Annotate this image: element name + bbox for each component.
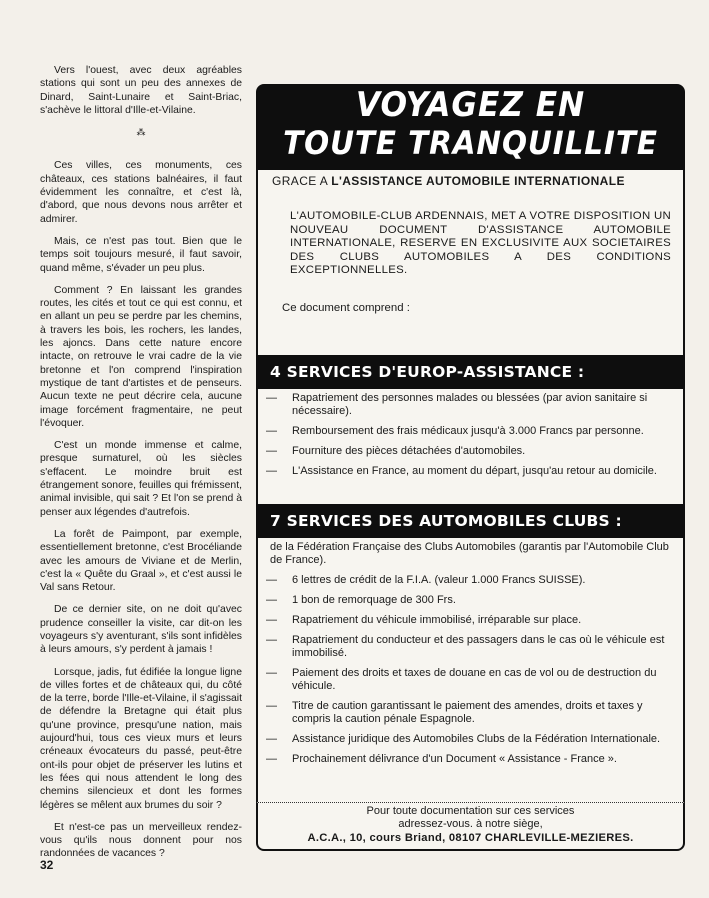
- section-1-title: 4 SERVICES D'EUROP-ASSISTANCE :: [256, 355, 685, 389]
- contact-footer: [256, 802, 685, 851]
- section-divider: ⁂: [136, 127, 146, 138]
- dash-marker: —: [266, 574, 277, 586]
- dash-marker: —: [266, 753, 277, 765]
- dash-marker: —: [266, 667, 277, 679]
- dash-marker: —: [266, 594, 277, 606]
- article-paragraph: Comment ? En laissant les grandes routes, les cités et tout ce qui est connu, et en allant un peu se perdre par les chemins, à travers les bois, les rochers, les landes, les ajoncs. Dans cette nature encore intacte, on retrouve le vrai cadre de la vie bretonne et l'on comprend l'inspiration mystique de tant d'artistes et de penseurs. Aucun texte ne peut décrire cela, aucune image forcément fragmentaire, ne peut l'évoquer.: [40, 284, 242, 429]
- ad-headline: [256, 84, 685, 170]
- list-item: — Assistance juridique des Automobiles Clubs de la Fédération Internationale.: [266, 733, 661, 745]
- footer-line-2: adressez-vous. à notre siège,: [398, 817, 543, 830]
- list-item: — Fourniture des pièces détachées d'automobiles.: [266, 445, 526, 457]
- article-paragraph: La forêt de Paimpont, par exemple, essentiellement bretonne, c'est Brocéliande avec les amours de Viviane et de Merlin, c'est la « Quête du Graal », et c'est aussi le Val sans Retour.: [40, 528, 242, 594]
- dash-marker: —: [266, 700, 277, 712]
- footer-line-1: Pour toute documentation sur ces services: [366, 805, 575, 817]
- intro-text: L'AUTOMOBILE-CLUB ARDENNAIS, MET A VOTRE DISPOSITION UN NOUVEAU DOCUMENT D'ASSISTANCE AUTOMOBILE INTERNATIONALE, RESERVE EN EXCLUSIVITE AUX SOCIETAIRES DES CLUBS AUTOMOBILES A DES CONDITIONS EXCEPTIONNELLES.: [290, 210, 671, 277]
- dash-marker: —: [266, 445, 277, 457]
- headline-line-2: TOUTE TRANQUILLITE: [283, 124, 658, 162]
- list-item: — L'Assistance en France, au moment du départ, jusqu'au retour au domicile.: [266, 465, 657, 477]
- dash-marker: —: [266, 634, 277, 646]
- intro-box: [256, 170, 685, 355]
- section-2-lead: de la Fédération Française des Clubs Automobiles (garantis par l'Automobile Club de France).: [270, 541, 669, 566]
- list-item: — Rapatriement des personnes malades ou blessées (par avion sanitaire si nécessaire).: [266, 392, 648, 417]
- subhead-bold: L'ASSISTANCE AUTOMOBILE INTERNATIONALE: [331, 174, 625, 188]
- section-2-title: 7 SERVICES DES AUTOMOBILES CLUBS :: [256, 504, 685, 538]
- headline-line-1: VOYAGEZ EN: [355, 85, 586, 125]
- dash-marker: —: [266, 733, 277, 745]
- footer-address: A.C.A., 10, cours Briand, 08107 CHARLEVILLE-MEZIERES.: [307, 832, 634, 844]
- list-item: — Titre de caution garantissant le paiement des amendes, droits et taxes y compris la caution pénale Espagnole.: [266, 700, 643, 725]
- dash-marker: —: [266, 465, 277, 477]
- list-item: — Rapatriement du véhicule immobilisé, irréparable sur place.: [266, 614, 582, 626]
- dash-marker: —: [266, 614, 277, 626]
- dash-marker: —: [266, 425, 277, 437]
- subhead-prefix: GRACE A: [272, 174, 328, 188]
- page-number: 32: [40, 858, 54, 872]
- article-paragraph: C'est un monde immense et calme, presque surnaturel, où les siècles s'effacent. Le moindre bruit est étrangement sonore, feuilles qui frémissent, animal invisible, qui sait ? Et l'on se prend à penser aux légendes d'autrefois.: [40, 440, 242, 518]
- article-paragraph: Et n'est-ce pas un merveilleux rendez-vous qu'ils nous donnent pour nos randonnées de vacances ?: [40, 821, 242, 860]
- ad-subheading: [272, 174, 671, 188]
- article-paragraph: Mais, ce n'est pas tout. Bien que le temps soit toujours mesuré, il faut savoir, quand même, s'évader un peu plus.: [40, 235, 242, 274]
- list-item: — 6 lettres de crédit de la F.I.A. (valeur 1.000 Francs SUISSE).: [266, 574, 586, 586]
- section-2-list: [256, 538, 685, 802]
- list-item: — Rapatriement du conducteur et des passagers dans le cas où le véhicule est immobilisé.: [266, 634, 665, 659]
- list-item: — 1 bon de remorquage de 300 Frs.: [266, 594, 456, 606]
- dash-marker: —: [266, 392, 277, 404]
- list-item: — Prochainement délivrance d'un Document « Assistance - France ».: [266, 753, 617, 765]
- article-column: [40, 64, 242, 870]
- section-1-list: [256, 389, 685, 504]
- article-paragraph: Ces villes, ces monuments, ces châteaux, ces stations balnéaires, il faut évidemment les connaître, et c'est là, d'abord, que nous devons nous arrêter et admirer.: [40, 160, 242, 225]
- article-paragraph: De ce dernier site, on ne doit qu'avec prudence conseiller la visite, car dit-on les voyageurs s'y aventurant, s'ils sont infidèles à leurs amours, s'y perdent à jamais !: [40, 604, 242, 656]
- list-item: — Paiement des droits et taxes de douane en cas de vol ou de destruction du véhicule.: [266, 667, 657, 692]
- article-paragraph: Lorsque, jadis, fut édifiée la longue ligne de villes fortes et de châteaux qui, du côté de la terre, borde l'Ille-et-Vilaine, il s'agissait de défendre la Bretagne qui était plus qu'une province, presqu'une nation, mais aujourd'hui, tous ces vieux murs et leurs créneaux évocateurs du passé, peut-être ont-ils pour objet de préserver les lutins et les fées qui nous attendent le long des chemins silencieux et dont les formes légères se mêlent aux brumes du soir ?: [40, 666, 242, 811]
- article-paragraph: Vers l'ouest, avec deux agréables stations qui sont un peu des annexes de Dinard, Saint-Lunaire et Saint-Briac, s'achève le littoral d'Ille-et-Vilaine.: [40, 65, 242, 116]
- list-item: — Remboursement des frais médicaux jusqu'à 3.000 Francs par personne.: [266, 425, 644, 437]
- document-comprend: Ce document comprend :: [282, 301, 410, 314]
- advertisement: [256, 84, 685, 844]
